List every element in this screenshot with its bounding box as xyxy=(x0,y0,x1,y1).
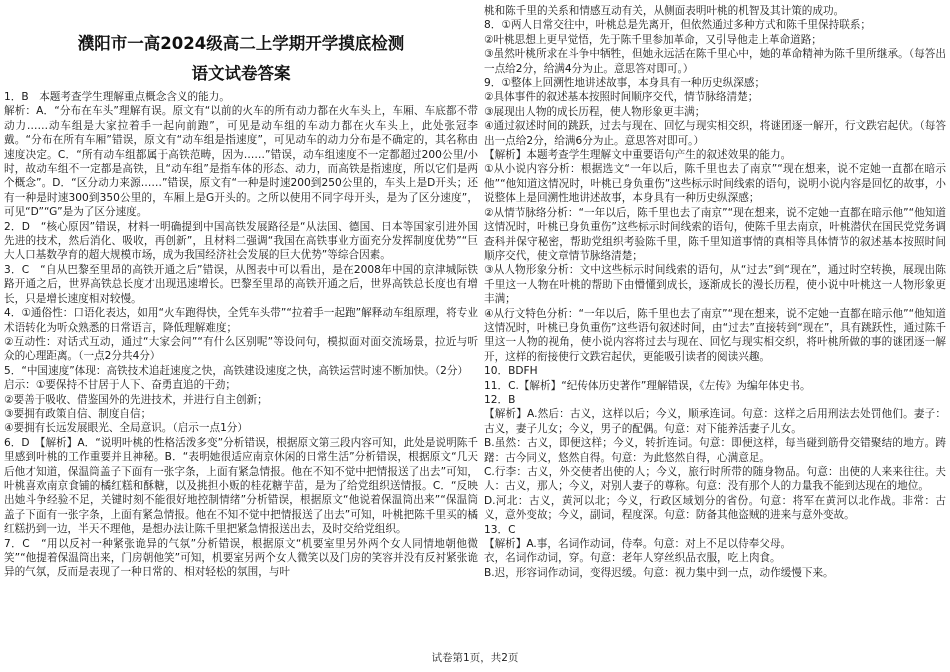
answer-paragraph: 1．B 本题考查学生理解重点概念含义的能力。 xyxy=(4,91,230,103)
answer-paragraph: B.虽然：古义，即便这样；今义，转折连词。句意：即便这样，每当碰到筋骨交错聚结的地方。踌躇：古今同义，悠然自得。句意：为此悠然自得，心满意足。 xyxy=(484,437,946,464)
answer-paragraph: 启示：①要保持不甘居于人下、奋勇直追的干劲； xyxy=(4,379,236,392)
answer-paragraph: ②互动性：对话式互动，通过“大家会问”“有什么区别呢”等设问句，模拟面对面交流场景，拉近与听众的心理距离。（一点2分共4分） xyxy=(4,335,478,363)
answer-paragraph: C.行李：古义，外交使者出使的人；今义，旅行时所带的随身物品。句意：出使的人来来往往。夫人：古义，那人；今义，对别人妻子的尊称。句意：没有那个人的力量我不能到达现在的地位。 xyxy=(484,466,946,493)
answer-paragraph: 2．D “核心原因”错误，材料一明确提到中国高铁发展路径是“从法国、德国、日本等国家引进外国先进的技术，然后消化、吸收，再创新”，且材料二强调“我国在高铁事业方面充分发挥制度优势”“巨大人口基数孕育的超大规模市场，成为我国经济社会发展的巨大优势”等综合因素。 xyxy=(4,220,478,262)
answer-paragraph: ③展现出人物的成长历程，使人物形象更丰满； xyxy=(484,105,706,118)
answer-paragraph: 3．C “自从巴黎至里昂的高铁开通之后”错误，从图表中可以看出，是在2008年中国的京津城际铁路开通之后，世界高铁总长度才出现迅速增长。巴黎至里昂的高铁开通之后，世界高铁总长度也有增长，只是增长速度相对较慢。 xyxy=(4,263,478,305)
answer-paragraph: 解析：A．“分布在车头”理解有误。原文有“以前的火车的所有动力都在火车头上，车厢、车底都不带动力……动车组是大家拉着手一起向前跑”，可见是动车组的车动力都在火车头上，此处张冠李戴。“分布在所有车厢”错误，原文有“动车组是指速度”，可见动车的动力分布是不确定的，其名称由速度决定。C．“所有动车组都属于高铁范畴，因为……”错误，动车组速度不一定都超过200公里/小时，故动车组不一定都是高铁，且“动车组”是指车体的形态、动力，而高铁是指速度，所以它们是两个概念”。D．“区分动力来源……”错误，原文有“一种是时速200到250公里的，车头上是D开头；还有一种是时速300到350公里的，车厢上是G开头的。之所以使用不同字母开头，是为了区分速度”，可见“D”“G”是为了区分速度。 xyxy=(4,105,478,219)
answer-paragraph: ①从小说内容分析：根据选文“一年以后，陈千里也去了南京”“现在想来，说不定她一直都在暗示他”“他知道这情况时，叶桃已身负重伤”这些标示时间线索的语句，说明小说内容是回忆的故事，小说整体上是回溯性地讲述故事，本身具有一种历史纵深感； xyxy=(484,163,946,205)
answer-paragraph: 8．①两人日常交往中，叶桃总是先离开，但依然通过多种方式和陈千里保持联系； xyxy=(484,19,872,32)
answer-paragraph: 9．①整体上回溯性地讲述故事，本身具有一种历史纵深感； xyxy=(484,77,766,90)
answer-paragraph: B.迟，形容词作动词，变得迟缓。句意：视力集中到一点，动作缓慢下来。 xyxy=(484,566,834,579)
answer-paragraph: ③虽然叶桃所求在斗争中牺牲，但她永远活在陈千里心中，她的革命精神为陈千里所继承。（每答出一点给2分，给满4分为止。意思答对即可。） xyxy=(484,48,946,75)
answer-paragraph: ④要拥有长远发展眼光、全局意识。（启示一点1分） xyxy=(4,422,248,435)
answer-paragraph: D.河北：古义，黄河以北；今义，行政区域划分的省份。句意：将军在黄河以北作战。非常：古义，意外变故；今义，副词，程度深。句意：防备其他盗贼的进来与意外变故。 xyxy=(484,494,946,522)
answer-paragraph: ④从行文特色分析：“一年以后，陈千里也去了南京”“现在想来，说不定她一直都在暗示他”“他知道这情况时，叶桃已身负重伤”这些语句叙述时间，由“过去”直接转到“现在”，具有跳跃性，通过陈千里这一人物的视角，使小说内容将过去与现在、回忆与现实相交织，将叶桃所做的事的谜团逐一解开，这样的衔接使行文跌宕起伏，更能吸引读者的阅读兴趣。 xyxy=(484,307,946,363)
answer-paragraph: 【解析】A.事，名词作动词，侍奉。句意：对上不足以侍奉父母。 xyxy=(484,538,792,551)
answer-paragraph: ②具体事件的叙述基本按照时间顺序交代，情节脉络清楚； xyxy=(484,91,759,104)
page-subtitle: 语文试卷答案 xyxy=(191,64,291,83)
answer-paragraph: 【解析】本题考查学生理解文中重要语句产生的叙述效果的能力。 xyxy=(484,149,792,162)
left-column xyxy=(4,32,478,648)
answer-paragraph: ③从人物形象分析：文中这些标示时间线索的语句，从“过去”到“现在”，通过时空转换，展现出陈千里这一人物在叶桃的帮助下由懵懂到成长，逐渐成长的漫长历程，使小说中叶桃这一人物形象更丰满； xyxy=(484,264,946,306)
answer-paragraph: ③要拥有政策自信、制度自信； xyxy=(4,407,152,420)
page-title: 濮阳市一高2024级高二上学期开学摸底检测 xyxy=(77,34,405,53)
answer-paragraph: 11．C.【解析】“纪传体历史著作”理解错误，《左传》为编年体史书。 xyxy=(484,379,811,392)
answer-paragraph: ②叶桃思想上更早觉悟，先于陈千里参加革命，又引导他走上革命道路； xyxy=(484,33,822,46)
answer-paragraph: 6．D 【解析】A．“说明叶桃的性格活泼多变”分析错误，根据原文第三段内容可知，此处是说明陈千里感到叶桃的工作重要并且神秘。B．“表明她很适应南京休闲的日常生活”分析错误，根据原文“几天后他才知道，保温筒盖子下面有一张字条，上面有紧急情报。他在不知不觉中把情报送了出去”可知，叶桃喜欢南京食铺的橘红糕和酥糖，以及挑担小贩的桂花糖芋苗，是为了给党组织送情报。C．“反映出她斗争经验不足，关键时刻不能很好地控制情绪”分析错误，根据原文“他说着保温筒出来”“保温筒盖子下面有一张字条，上面有紧急情报。他在不知不觉中把情报送了出去”可知，叶桃把陈千里买的橘红糕扔到一边，半天不理他，是想办法让陈千里把紧急情报送出去，及时交给党组织。 xyxy=(4,436,478,536)
answer-paragraph: 桃和陈千里的关系和情感互动有关，从侧面表明叶桃的机智及其计策的成功。 xyxy=(484,5,845,17)
answer-paragraph: 【解析】A.然后：古义，这样以后；今义，顺承连词。句意：这样之后用刑法去处罚他们。妻子：古义，妻子儿女；今义，男子的配偶。句意：对下能养活妻子儿女。 xyxy=(484,408,946,435)
page-number-footer: 试卷第1页，共2页 xyxy=(431,652,519,664)
answer-paragraph: ④通过叙述时间的跳跃，过去与现在、回忆与现实相交织，将谜团逐一解开，行文跌宕起伏。（每答出一点给2分，给满6分为止。意思答对即可。） xyxy=(484,120,946,147)
answer-paragraph: ②从情节脉络分析：“一年以后，陈千里也去了南京”“现在想来，说不定她一直都在暗示他”“他知道这情况时，叶桃已身负重伤”这些标示时间线索的语句，使陈千里去南京，叶桃潜伏在国民党党务调查科并保守秘密，帮助党组织考验陈千里，陈千里知道事情的真相等具体情节的叙述基本按照时间顺序交代，使文章情节脉络清楚； xyxy=(484,206,946,262)
answer-paragraph: 4．①通俗性：口语化表达，如用“火车跑得快，全凭车头带”“拉着手一起跑”解释动车组原理，将专业术语转化为听众熟悉的日常语言，降低理解难度； xyxy=(4,307,478,334)
answer-paragraph: 10．BDFH xyxy=(484,365,538,378)
answer-paragraph: 衣，名词作动词，穿。句意：老年人穿丝织品衣服，吃上肉食。 xyxy=(484,552,781,565)
right-column xyxy=(484,4,946,648)
answer-paragraph: 12．B xyxy=(484,393,516,406)
answer-paragraph: 13．C xyxy=(484,523,516,536)
answer-paragraph: ②要善于吸收、借鉴国外的先进技术，并进行自主创新； xyxy=(4,393,268,406)
answer-paragraph: 7．C “用以反衬一种紧张诡异的气氛”分析错误，根据原文“机要室里另外两个女人同情地朝他微笑”“他提着保温筒出来，门房朝他笑”可知，机要室另两个女人微笑以及门房的笑容并没有反衬紧张诡异的气氛，反而是表现了一种日常的、相对轻松的氛围，与叶 xyxy=(4,537,478,579)
answer-paragraph: 5．“中国速度”体现：高铁技术追赶速度之快，高铁建设速度之快，高铁运营时速不断加快。（2分） xyxy=(4,364,469,377)
